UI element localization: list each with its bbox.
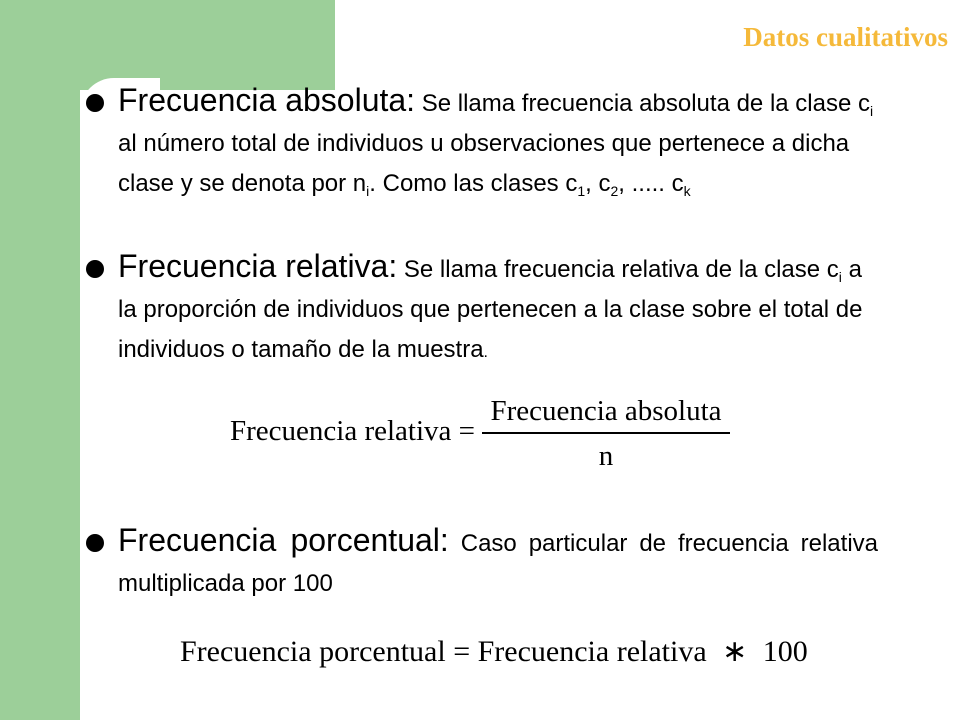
- subscript: i: [366, 183, 370, 199]
- bullet-dot: [86, 534, 104, 552]
- bullet-text: [118, 246, 878, 373]
- subscript: 1: [577, 183, 586, 199]
- text-segment: , ..... c: [618, 170, 684, 197]
- multiply-operator: ∗: [722, 635, 748, 668]
- formula-fraction: [482, 395, 730, 473]
- fraction-denominator: n: [598, 440, 614, 472]
- subscript: k: [683, 183, 691, 199]
- slide-title: Datos cualitativos: [743, 22, 948, 52]
- text-segment: al número total de individuos u observaciones que pertenece a dicha clase y se denota por n: [118, 130, 850, 197]
- text-segment: Caso particular de frecuencia relativa multiplicada por 100: [118, 530, 879, 597]
- text-segment: Se llama frecuencia relativa de la clase c: [397, 256, 839, 283]
- term: Frecuencia porcentual:: [118, 522, 449, 558]
- subscript: i: [838, 269, 842, 285]
- bullet-text: [118, 80, 878, 204]
- text-segment: . Como las clases c: [369, 170, 578, 197]
- formula-rhs: = Frecuencia relativa: [453, 635, 707, 668]
- term: Frecuencia absoluta:: [118, 82, 416, 118]
- text-segment: , c: [585, 170, 611, 197]
- term: Frecuencia relativa:: [118, 248, 398, 284]
- formula-lhs: Frecuencia porcentual: [180, 635, 446, 668]
- subscript: i: [869, 103, 874, 119]
- formula-lhs: Frecuencia relativa =: [230, 415, 475, 447]
- text-segment: Se llama frecuencia absoluta de la clase c: [415, 90, 870, 117]
- left-green-bar: [0, 0, 80, 720]
- text-segment: a la proporción de individuos que pertenecen a la clase sobre el total de individuos o tamaño de la muestra: [118, 256, 863, 363]
- fraction-numerator: Frecuencia absoluta: [490, 395, 722, 427]
- formula-porcentual: [180, 634, 808, 669]
- top-green-bar: [80, 0, 335, 90]
- bullet-dot: [86, 260, 104, 278]
- text-segment: .: [483, 344, 488, 361]
- subscript: 2: [610, 183, 619, 199]
- formula-factor: 100: [762, 635, 808, 668]
- bullet-dot: [86, 94, 104, 112]
- bullet-text: [118, 520, 878, 604]
- fraction-bar: [482, 432, 730, 434]
